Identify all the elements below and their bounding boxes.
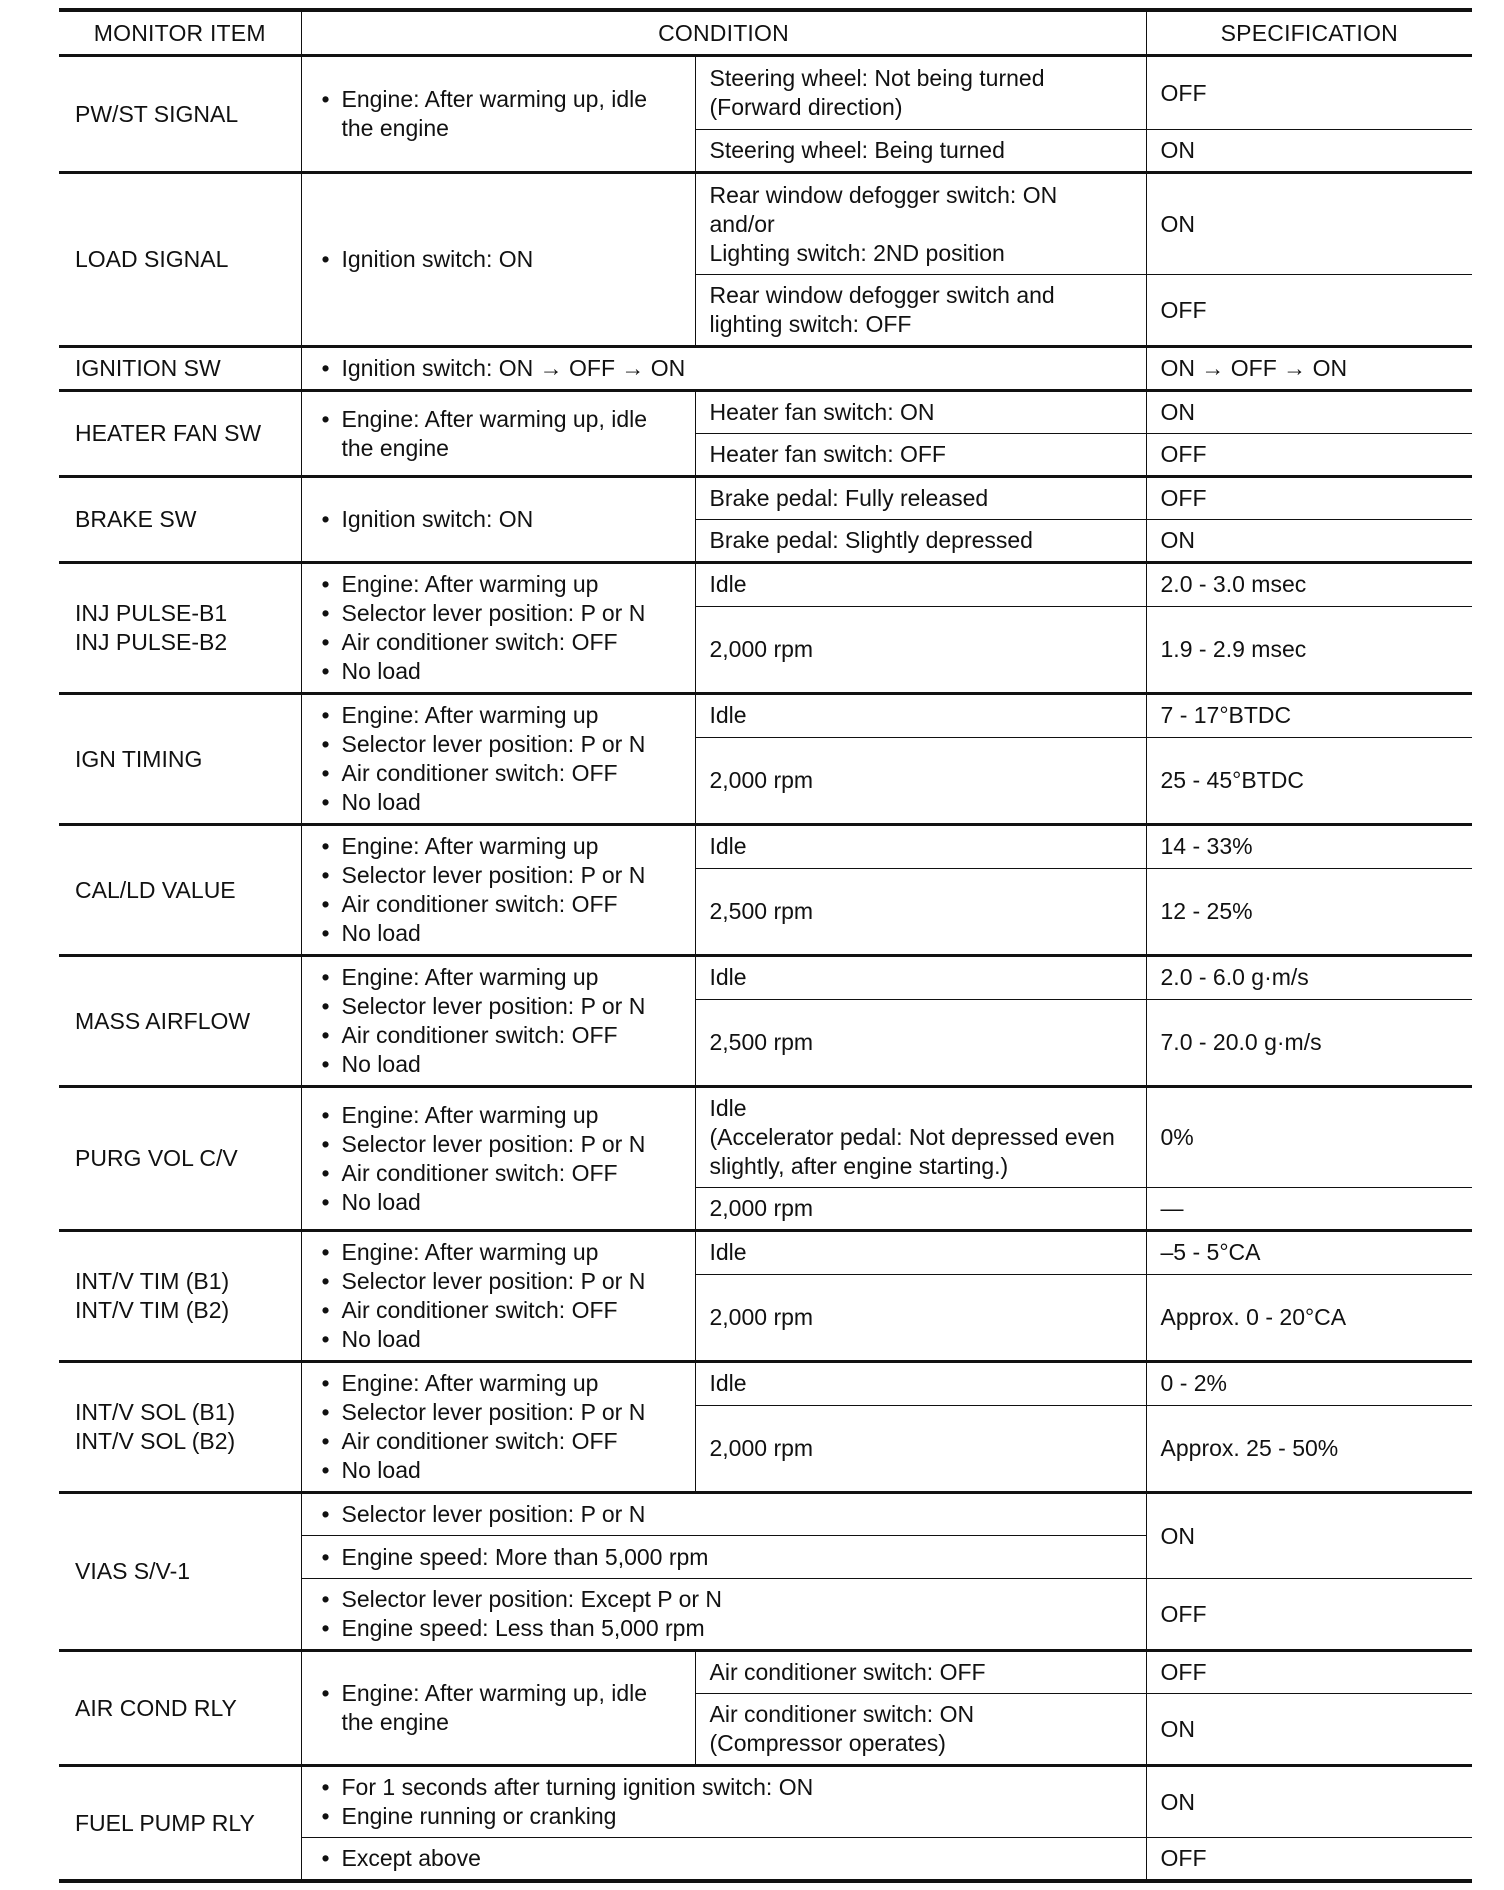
specification-value: Approx. 25 - 50% — [1146, 1405, 1472, 1492]
monitor-item: VIAS S/V-1 — [59, 1493, 301, 1651]
row-group-air-cond-rly — [59, 1651, 1472, 1766]
condition-cell — [301, 1087, 695, 1231]
sub-condition: Air conditioner switch: OFF — [695, 1651, 1146, 1694]
condition-bullet: • Engine: After warming up — [316, 832, 681, 861]
monitor-item: PURG VOL C/V — [59, 1087, 301, 1231]
table-row — [59, 1766, 1472, 1838]
sub-condition: 2,500 rpm — [695, 868, 1146, 955]
condition-bullet: • Selector lever position: P or N — [316, 992, 681, 1021]
condition-bullet: • Engine: After warming up — [316, 963, 681, 992]
condition-bullet: • Air conditioner switch: OFF — [316, 759, 681, 788]
row-group-ignition-sw — [59, 347, 1472, 391]
condition-bullet: • Engine running or cranking — [316, 1802, 1132, 1831]
specification-value: ON — [1146, 1766, 1472, 1838]
monitor-item: INJ PULSE-B1 INJ PULSE-B2 — [59, 563, 301, 694]
condition-bullet: • Air conditioner switch: OFF — [316, 1021, 681, 1050]
header-monitor-item: MONITOR ITEM — [59, 10, 301, 56]
specification-value: 14 - 33% — [1146, 825, 1472, 869]
condition-bullet: • Engine: After warming up, idle the engine — [316, 405, 681, 463]
table-row — [59, 1362, 1472, 1406]
monitor-item: LOAD SIGNAL — [59, 173, 301, 347]
table-row — [59, 563, 1472, 607]
sub-condition: Idle — [695, 1231, 1146, 1275]
condition-bullet: • Engine: After warming up — [316, 701, 681, 730]
row-group-mass-airflow — [59, 956, 1472, 1087]
condition-bullet: • Selector lever position: P or N — [316, 1398, 681, 1427]
table-row — [59, 1493, 1472, 1536]
condition-cell — [301, 173, 695, 347]
table-row — [59, 477, 1472, 520]
condition-cell — [301, 347, 1146, 391]
specification-value: OFF — [1146, 434, 1472, 477]
condition-bullet: • Engine: After warming up — [316, 570, 681, 599]
monitor-item: BRAKE SW — [59, 477, 301, 563]
sub-condition: Idle (Accelerator pedal: Not depressed even slightly, after engine starting.) — [695, 1087, 1146, 1188]
condition-cell — [301, 825, 695, 956]
sub-condition: Rear window defogger switch: ON and/or Lighting switch: 2ND position — [695, 173, 1146, 275]
condition-cell — [301, 563, 695, 694]
condition-bullet: • Selector lever position: P or N — [316, 730, 681, 759]
condition-cell — [301, 1651, 695, 1766]
header-row — [59, 10, 1472, 56]
table-row — [59, 56, 1472, 130]
condition-bullet: • Air conditioner switch: OFF — [316, 628, 681, 657]
sub-condition: Brake pedal: Slightly depressed — [695, 520, 1146, 563]
monitor-item: MASS AIRFLOW — [59, 956, 301, 1087]
specification-value: 12 - 25% — [1146, 868, 1472, 955]
condition-cell — [301, 1493, 1146, 1536]
condition-bullet: • Air conditioner switch: OFF — [316, 1427, 681, 1456]
sub-condition: Idle — [695, 694, 1146, 738]
monitor-item: FUEL PUMP RLY — [59, 1766, 301, 1882]
sub-condition: Rear window defogger switch and lighting switch: OFF — [695, 275, 1146, 347]
condition-bullet: • Air conditioner switch: OFF — [316, 1296, 681, 1325]
condition-bullet: • Ignition switch: ON — [316, 245, 681, 274]
table-row — [59, 694, 1472, 738]
condition-cell — [301, 1838, 1146, 1882]
specification-value: OFF — [1146, 1579, 1472, 1651]
specification-value: Approx. 0 - 20°CA — [1146, 1274, 1472, 1361]
table-row — [59, 173, 1472, 275]
specification-value: –5 - 5°CA — [1146, 1231, 1472, 1275]
condition-bullet: • No load — [316, 1325, 681, 1354]
sub-condition: Idle — [695, 563, 1146, 607]
condition-bullet: • No load — [316, 657, 681, 686]
row-group-intv-tim — [59, 1231, 1472, 1362]
sub-condition: 2,000 rpm — [695, 1274, 1146, 1361]
specification-value: ON → OFF → ON — [1146, 347, 1472, 391]
header-condition: CONDITION — [301, 10, 1146, 56]
table-row — [59, 956, 1472, 1000]
specification-value: 7.0 - 20.0 g·m/s — [1146, 999, 1472, 1086]
table-row — [59, 1231, 1472, 1275]
condition-cell — [301, 1766, 1146, 1838]
row-group-fuel-pump-rly — [59, 1766, 1472, 1882]
sub-condition: Heater fan switch: ON — [695, 391, 1146, 434]
row-group-purg-vol-cv — [59, 1087, 1472, 1231]
condition-bullet: • No load — [316, 788, 681, 817]
specification-value: OFF — [1146, 1651, 1472, 1694]
condition-bullet: • Except above — [316, 1844, 1132, 1873]
monitor-item: IGNITION SW — [59, 347, 301, 391]
sub-condition: 2,000 rpm — [695, 606, 1146, 693]
condition-bullet: • Engine: After warming up — [316, 1238, 681, 1267]
table-row — [59, 1087, 1472, 1188]
row-group-heater-fan-sw — [59, 391, 1472, 477]
header-specification: SPECIFICATION — [1146, 10, 1472, 56]
specification-value: 0% — [1146, 1087, 1472, 1188]
sub-condition: Idle — [695, 1362, 1146, 1406]
specification-value: ON — [1146, 1493, 1472, 1579]
condition-cell — [301, 391, 695, 477]
condition-bullet: • Selector lever position: P or N — [316, 1130, 681, 1159]
monitor-item: IGN TIMING — [59, 694, 301, 825]
row-group-brake-sw — [59, 477, 1472, 563]
condition-bullet: • Engine: After warming up — [316, 1369, 681, 1398]
row-group-ign-timing — [59, 694, 1472, 825]
sub-condition: Idle — [695, 956, 1146, 1000]
row-group-vias-sv1 — [59, 1493, 1472, 1651]
specification-value: 1.9 - 2.9 msec — [1146, 606, 1472, 693]
condition-bullet: • Engine: After warming up — [316, 1101, 681, 1130]
specification-value: 2.0 - 3.0 msec — [1146, 563, 1472, 607]
table-row — [59, 1651, 1472, 1694]
specification-value: ON — [1146, 1694, 1472, 1766]
condition-cell — [301, 694, 695, 825]
sub-condition: Steering wheel: Being turned — [695, 130, 1146, 173]
specification-value: — — [1146, 1188, 1472, 1231]
condition-bullet: • Engine speed: More than 5,000 rpm — [316, 1543, 1132, 1572]
condition-cell — [301, 1362, 695, 1493]
condition-bullet: • Engine speed: Less than 5,000 rpm — [316, 1614, 1132, 1643]
sub-condition: Air conditioner switch: ON (Compressor operates) — [695, 1694, 1146, 1766]
specification-value: ON — [1146, 391, 1472, 434]
condition-bullet: • Ignition switch: ON — [316, 505, 681, 534]
sub-condition: Heater fan switch: OFF — [695, 434, 1146, 477]
condition-bullet: • For 1 seconds after turning ignition switch: ON — [316, 1773, 1132, 1802]
table-row — [59, 347, 1472, 391]
row-group-intv-sol — [59, 1362, 1472, 1493]
specification-value: OFF — [1146, 1838, 1472, 1882]
condition-bullet: • Ignition switch: ON → OFF → ON — [316, 354, 1132, 383]
condition-bullet: • Selector lever position: P or N — [316, 599, 681, 628]
condition-cell — [301, 1536, 1146, 1579]
monitor-item: CAL/LD VALUE — [59, 825, 301, 956]
sub-condition: 2,000 rpm — [695, 1405, 1146, 1492]
specification-value: OFF — [1146, 56, 1472, 130]
condition-bullet: • No load — [316, 919, 681, 948]
specification-value: ON — [1146, 130, 1472, 173]
specification-value: OFF — [1146, 477, 1472, 520]
sub-condition: 2,000 rpm — [695, 737, 1146, 824]
condition-cell — [301, 1231, 695, 1362]
condition-cell — [301, 56, 695, 173]
sub-condition: Brake pedal: Fully released — [695, 477, 1146, 520]
sub-condition: Steering wheel: Not being turned (Forward direction) — [695, 56, 1146, 130]
specification-value: OFF — [1146, 275, 1472, 347]
condition-bullet: • No load — [316, 1050, 681, 1079]
condition-bullet: • Engine: After warming up, idle the engine — [316, 1679, 681, 1737]
condition-bullet: • Selector lever position: P or N — [316, 1500, 1132, 1529]
specification-value: 2.0 - 6.0 g·m/s — [1146, 956, 1472, 1000]
condition-bullet: • Selector lever position: Except P or N — [316, 1585, 1132, 1614]
condition-cell — [301, 1579, 1146, 1651]
condition-bullet: • Engine: After warming up, idle the engine — [316, 85, 681, 143]
monitor-item: INT/V TIM (B1) INT/V TIM (B2) — [59, 1231, 301, 1362]
condition-bullet: • Selector lever position: P or N — [316, 861, 681, 890]
condition-bullet: • No load — [316, 1456, 681, 1485]
condition-bullet: • No load — [316, 1188, 681, 1217]
monitor-item: INT/V SOL (B1) INT/V SOL (B2) — [59, 1362, 301, 1493]
specification-value: ON — [1146, 520, 1472, 563]
table-row — [59, 391, 1472, 434]
specification-value: 25 - 45°BTDC — [1146, 737, 1472, 824]
row-group-pwst-signal — [59, 56, 1472, 173]
condition-bullet: • Selector lever position: P or N — [316, 1267, 681, 1296]
sub-condition: 2,500 rpm — [695, 999, 1146, 1086]
condition-cell — [301, 477, 695, 563]
condition-bullet: • Air conditioner switch: OFF — [316, 1159, 681, 1188]
monitor-item: PW/ST SIGNAL — [59, 56, 301, 173]
condition-bullet: • Air conditioner switch: OFF — [316, 890, 681, 919]
specification-value: ON — [1146, 173, 1472, 275]
monitor-item: AIR COND RLY — [59, 1651, 301, 1766]
sub-condition: 2,000 rpm — [695, 1188, 1146, 1231]
condition-cell — [301, 956, 695, 1087]
table-row — [59, 825, 1472, 869]
specification-value: 0 - 2% — [1146, 1362, 1472, 1406]
monitor-item: HEATER FAN SW — [59, 391, 301, 477]
row-group-cal-ld-value — [59, 825, 1472, 956]
sub-condition: Idle — [695, 825, 1146, 869]
monitor-spec-table — [59, 8, 1472, 1883]
specification-value: 7 - 17°BTDC — [1146, 694, 1472, 738]
row-group-load-signal — [59, 173, 1472, 347]
row-group-inj-pulse — [59, 563, 1472, 694]
